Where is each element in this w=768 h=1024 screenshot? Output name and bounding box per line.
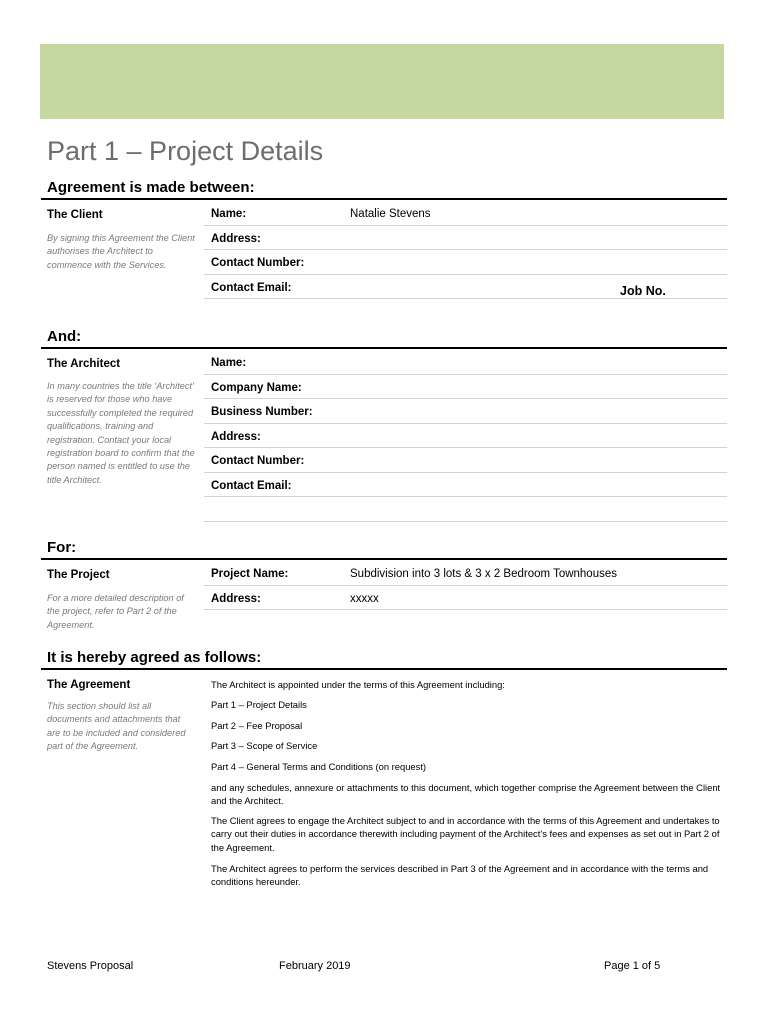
agreement-part-2: Part 2 – Fee Proposal bbox=[211, 720, 303, 731]
job-no-label: Job No. bbox=[620, 283, 666, 298]
architect-contact-number-label: Contact Number: bbox=[211, 455, 305, 467]
client-address-label: Address: bbox=[211, 232, 261, 245]
project-name-row bbox=[204, 561, 727, 586]
architect-blank-row bbox=[204, 497, 727, 522]
header-banner bbox=[40, 44, 724, 119]
client-contact-number-row bbox=[204, 250, 727, 275]
project-name-value: Subdivision into 3 lots & 3 x 2 Bedroom Townhouses bbox=[350, 568, 617, 580]
architect-title: The Architect bbox=[47, 358, 121, 370]
architect-contact-email-row bbox=[204, 473, 727, 498]
footer-page-number: Page 1 of 5 bbox=[604, 960, 661, 972]
section-heading-agreed: It is hereby agreed as follows: bbox=[41, 648, 727, 670]
project-note: For a more detailed description of the project, refer to Part 2 of the Agreement. bbox=[47, 593, 184, 630]
section-heading-between: Agreement is made between: bbox=[41, 178, 727, 200]
client-name-row bbox=[204, 201, 727, 226]
agreement-paragraph-2: The Client agrees to engage the Architect subject to and in accordance with the terms of this Agreement and undertakes to carry out their duties in accordance therewith including payment of the Architect’s fees and expenses as set out in Part 2 of the Agreement. bbox=[211, 815, 720, 853]
architect-name-row bbox=[204, 350, 727, 375]
agreement-paragraph-3: The Architect agrees to perform the services described in Part 3 of the Agreement and in accordance with the terms and conditions hereunder. bbox=[211, 863, 709, 888]
footer-date: February 2019 bbox=[279, 960, 351, 972]
agreement-title: The Agreement bbox=[47, 679, 131, 691]
client-note: By signing this Agreement the Client authorises the Architect to commence with the Services. bbox=[47, 233, 195, 270]
architect-contact-email-label: Contact Email: bbox=[211, 479, 292, 492]
architect-contact-number-row bbox=[204, 448, 727, 473]
client-contact-email-row bbox=[204, 275, 727, 300]
architect-note: In many countries the title ‘Architect’ is reserved for those who have successfully completed the required qualifications, training and registration. Contact your local registration board to confirm that the person named is entitled to use the title Architect. bbox=[47, 381, 195, 485]
architect-company-label: Company Name: bbox=[211, 381, 302, 394]
client-contact-email-label: Contact Email: bbox=[211, 281, 292, 294]
footer-document-name: Stevens Proposal bbox=[47, 960, 134, 972]
client-address-row bbox=[204, 226, 727, 251]
client-title: The Client bbox=[47, 209, 103, 221]
agreement-paragraph-1: and any schedules, annexure or attachments to this document, which together comprise the Agreement between the Client and the Architect. bbox=[211, 782, 721, 807]
project-address-value: xxxxx bbox=[350, 592, 379, 605]
project-address-row bbox=[204, 586, 727, 611]
architect-company-row bbox=[204, 375, 727, 400]
agreement-part-1: Part 1 – Project Details bbox=[211, 699, 307, 710]
client-name-value: Natalie Stevens bbox=[350, 208, 431, 220]
page-title: Part 1 – Project Details bbox=[47, 136, 324, 166]
architect-business-row bbox=[204, 399, 727, 424]
agreement-part-3: Part 3 – Scope of Service bbox=[211, 740, 318, 751]
architect-address-label: Address: bbox=[211, 430, 261, 443]
client-name-label: Name: bbox=[211, 208, 247, 220]
section-heading-for: For: bbox=[41, 538, 727, 560]
project-title: The Project bbox=[47, 569, 110, 581]
agreement-intro: The Architect is appointed under the terms of this Agreement including: bbox=[211, 679, 505, 690]
agreement-part-4: Part 4 – General Terms and Conditions (on request) bbox=[211, 761, 427, 772]
architect-address-row bbox=[204, 424, 727, 449]
agreement-note: This section should list all documents and attachments that are to be included and considered part of the Agreement. bbox=[47, 701, 186, 752]
architect-name-label: Name: bbox=[211, 357, 247, 369]
architect-business-label: Business Number: bbox=[211, 406, 313, 418]
project-address-label: Address: bbox=[211, 592, 261, 605]
section-heading-and: And: bbox=[41, 327, 727, 349]
client-contact-number-label: Contact Number: bbox=[211, 257, 305, 269]
project-name-label: Project Name: bbox=[211, 568, 289, 580]
